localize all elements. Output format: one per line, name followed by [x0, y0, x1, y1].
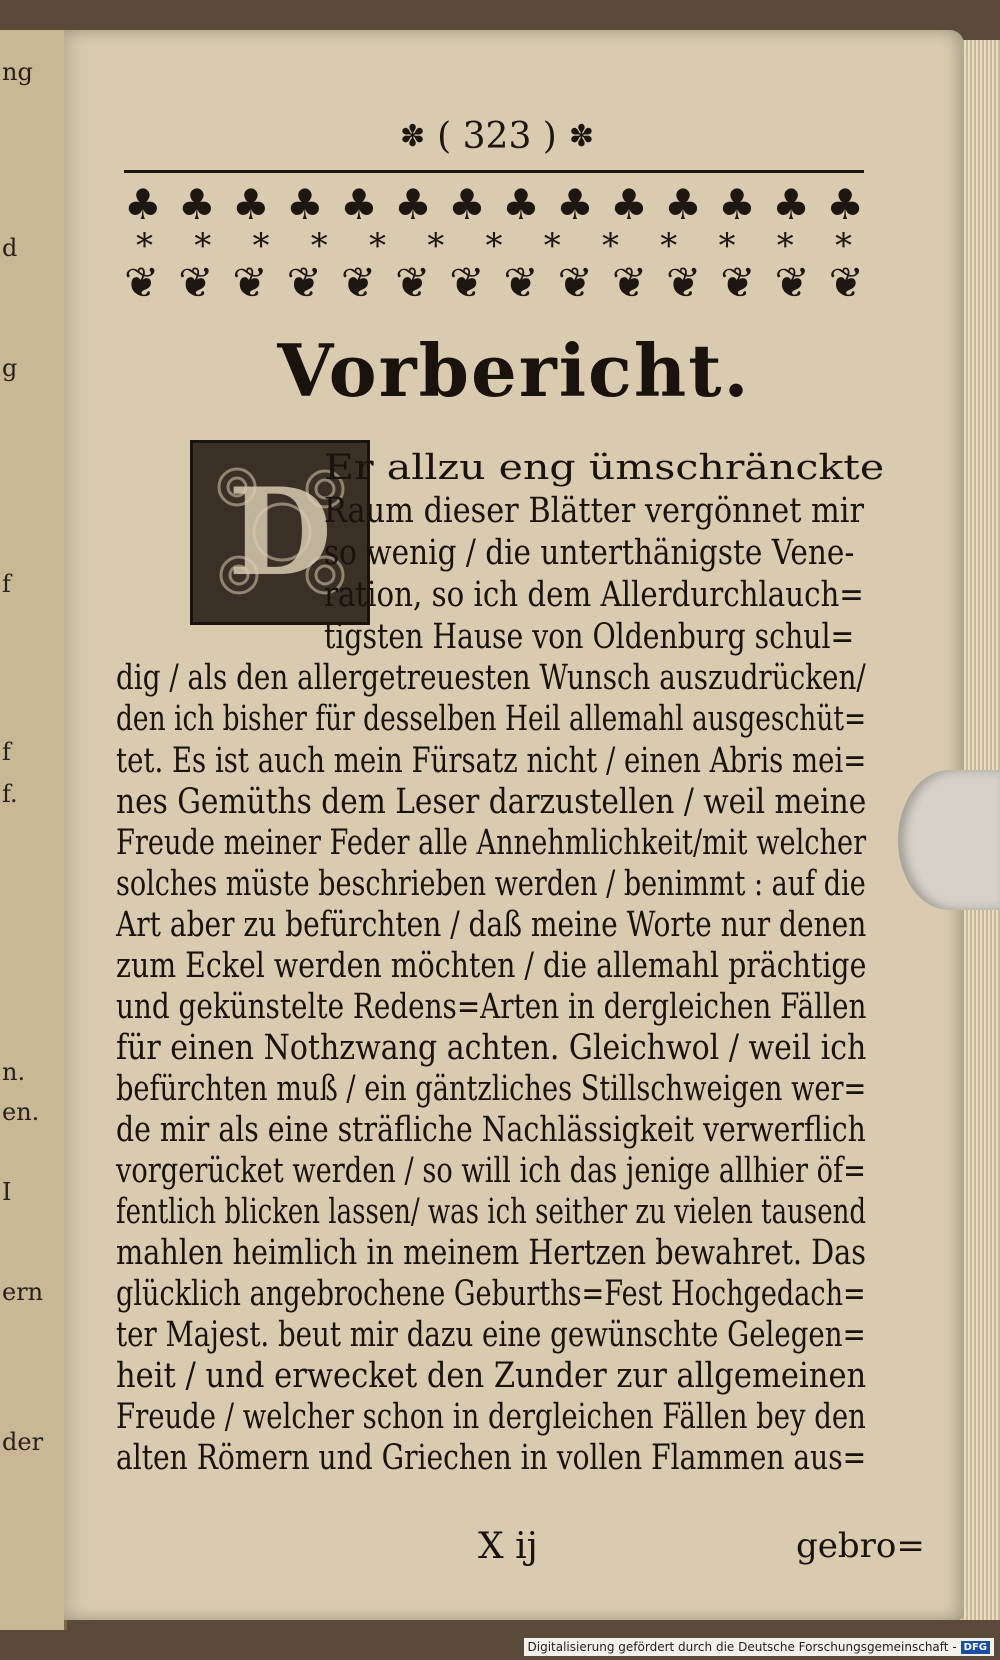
drop-cap-letter: D — [227, 462, 333, 603]
ornament-glyph-icon: ♣ — [718, 180, 756, 229]
ornament-glyph-icon: ❦ — [449, 258, 485, 307]
ornament-glyph-icon: ♣ — [448, 180, 486, 229]
ornament-glyph-icon: * — [835, 226, 852, 266]
ornament-glyph-icon: ♣ — [826, 180, 864, 229]
ornament-glyph-icon: * — [485, 226, 503, 266]
book-page — [64, 30, 964, 1620]
text-line: und gekünstelte Redens=Arten in dergleichen Fällen — [116, 987, 867, 1027]
left-page-fragment: ern — [2, 1278, 44, 1306]
ornament-glyph-icon: ♣ — [610, 180, 648, 229]
text-line: solches müste beschrieben werden / benimmt : auf die — [116, 864, 866, 904]
ornament-glyph-icon: ♣ — [178, 180, 216, 229]
page-number: ( 323 ) — [437, 116, 557, 157]
text-line: nes Gemüths dem Leser darzustellen / weil meine — [116, 782, 867, 822]
ornament-glyph-icon: ❦ — [340, 258, 377, 307]
text-line: vorgerücket werden / so will ich das jenige allhier öf= — [116, 1151, 866, 1191]
ornament-glyph-icon: * — [718, 226, 736, 266]
credit-text: Digitalisierung gefördert durch die Deutsche Forschungsgemeinschaft - — [527, 1640, 957, 1654]
section-heading: Vorbericht. — [277, 328, 751, 413]
fleuron-right-icon: ✽ — [568, 119, 594, 154]
text-line: Er allzu eng ümschränckte — [324, 448, 885, 488]
text-line: mahlen heimlich in meinem Hertzen bewahret. Das — [116, 1233, 866, 1273]
ornament-glyph-icon: ♣ — [232, 180, 270, 229]
ornament-glyph-icon: ❦ — [828, 258, 864, 307]
ornament-glyph-icon: * — [776, 226, 794, 266]
ornament-glyph-icon: * — [252, 226, 270, 266]
left-page-fragment: en. — [2, 1098, 40, 1126]
ornament-glyph-icon: ❦ — [124, 258, 160, 307]
text-line: Raum dieser Blätter vergönnet mir — [324, 491, 864, 531]
ornament-glyph-icon: * — [310, 226, 328, 266]
ornament-glyph-icon: ❦ — [178, 258, 214, 307]
ornament-glyph-icon: ❦ — [503, 258, 539, 307]
ornament-glyph-icon: * — [660, 226, 678, 266]
signature-mark: X ij — [478, 1526, 538, 1567]
ornament-glyph-icon: * — [602, 226, 619, 266]
ornament-glyph-icon: ❦ — [774, 258, 810, 307]
text-line: zum Eckel werden möchten / die allemahl prächtige — [116, 946, 867, 986]
text-line: tigsten Hause von Oldenburg schul= — [324, 617, 855, 657]
ornament-glyph-icon: ♣ — [340, 180, 378, 229]
text-line: so wenig / die unterthänigste Vene- — [324, 533, 855, 573]
ornament-glyph-icon: ❦ — [720, 258, 756, 307]
ornament-glyph-icon: * — [194, 226, 212, 266]
text-line: für einen Nothzwang achten. Gleichwol / weil ich — [116, 1028, 867, 1068]
ornament-glyph-icon: ❦ — [286, 258, 322, 307]
ornament-glyph-icon: ❦ — [557, 258, 593, 307]
fleuron-left-icon: ✽ — [400, 119, 426, 154]
ornament-glyph-icon: ♣ — [664, 180, 702, 229]
left-page-fragment: f — [2, 570, 11, 598]
ornament-glyph-icon: ❦ — [611, 258, 648, 307]
text-line: befürchten muß / ein gäntzliches Stillschweigen wer= — [116, 1069, 867, 1109]
text-line: den ich bisher für desselben Heil allemahl ausgeschüt= — [116, 699, 867, 739]
ornament-glyph-icon: ♣ — [286, 180, 324, 229]
dfg-logo-icon: DFG — [961, 1641, 990, 1654]
left-page-fragment: n. — [2, 1058, 26, 1086]
catchword: gebro= — [796, 1526, 925, 1566]
left-page-fragment: I — [2, 1178, 12, 1206]
ornament-glyph-icon: ❦ — [232, 258, 268, 307]
text-line: de mir als eine sträfliche Nachlässigkeit verwerflich — [116, 1110, 866, 1150]
ornament-glyph-icon: ❦ — [395, 258, 431, 307]
ornament-glyph-icon: ♣ — [394, 180, 432, 229]
left-page-fragment: g — [2, 354, 18, 382]
left-page-sliver — [0, 30, 67, 1630]
text-line: glücklich angebrochene Geburths=Fest Hochgedach= — [116, 1274, 866, 1314]
ornament-glyph-icon: * — [136, 226, 153, 266]
left-page-fragment: f — [2, 738, 11, 766]
text-line: dig / als den allergetreuesten Wunsch auszudrücken/ — [116, 658, 866, 698]
text-line: ter Majest. beut mir dazu eine gewünschte Gelegen= — [116, 1315, 866, 1355]
ornament-glyph-icon: ❦ — [666, 258, 702, 307]
left-page-fragment: der — [2, 1428, 44, 1456]
text-line: ration, so ich dem Allerdurchlauch= — [324, 575, 864, 615]
ornament-glyph-icon: ♣ — [556, 180, 594, 229]
text-line: fentlich blicken lassen/ was ich seither zu vielen tausend — [116, 1192, 866, 1232]
credit-bar — [524, 1638, 995, 1656]
left-page-fragment: d — [2, 234, 18, 262]
left-page-fragment: ng — [2, 58, 33, 86]
ornament-glyph-icon: ♣ — [502, 180, 540, 229]
text-line: Art aber zu befürchten / daß meine Worte nur denen — [116, 905, 867, 945]
text-line: tet. Es ist auch mein Fürsatz nicht / einen Abris mei= — [116, 741, 867, 781]
left-page-fragment: f. — [2, 780, 18, 808]
ornament-glyph-icon: ♣ — [124, 180, 162, 229]
book-clasp — [898, 770, 1000, 910]
ornament-glyph-icon: * — [543, 226, 561, 266]
body-text — [64, 30, 964, 1620]
text-line: Freude / welcher schon in dergleichen Fällen bey den — [116, 1397, 866, 1437]
text-line: Freude meiner Feder alle Annehmlichkeit/mit welcher — [116, 823, 867, 863]
ornament-glyph-icon: * — [369, 226, 386, 266]
ornament-glyph-icon: ♣ — [772, 180, 810, 229]
text-line: heit / und erwecket den Zunder zur allgemeinen — [116, 1356, 867, 1396]
text-line: alten Römern und Griechen in vollen Flammen aus= — [116, 1438, 867, 1478]
ornament-glyph-icon: * — [427, 226, 445, 266]
